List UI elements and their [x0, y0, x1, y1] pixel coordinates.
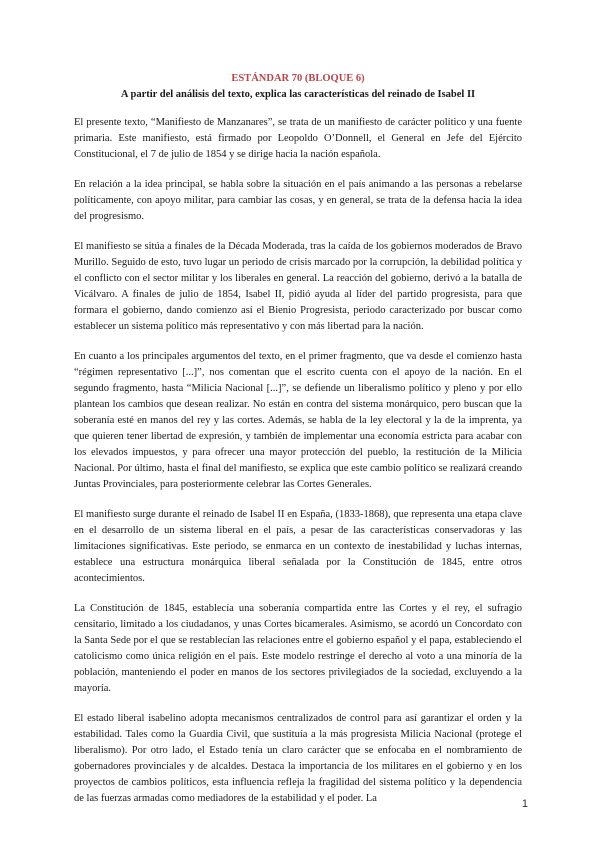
- paragraph-3: El manifiesto se sitúa a finales de la Década Moderada, tras la caída de los gobiernos moderados de Bravo Murillo. Seguido de esto, tuvo lugar un periodo de crisis marcado por la corrupción, la debilidad política y el conflicto con el sector militar y los liberales en general. La reacción del gobierno, derivó a la batalla de Vicálvaro. A finales de julio de 1854, Isabel II, pidió ayuda al líder del partido progresista, para que formara el gobierno, dando comienzo así el Bienio Progresista, periodo caracterizado por buscar como establecer un sistema político más representativo y con más libertad para la nación.: [74, 241, 522, 332]
- paragraph-4: En cuanto a los principales argumentos del texto, en el primer fragmento, que va desde el comienzo hasta “régimen representativo [...]”, nos comentan que el escrito cuenta con el apoyo de la nación. En el segundo fragmento, hasta “Milicia Nacional [...]”, se defiende un liberalismo político y pleno y por ello plantean los cambios que desean realizar. No están en contra del sistema monárquico, pero buscan que la soberanía esté en manos del rey y las cortes. Además, se habla de la ley electoral y la de la imprenta, ya que quieren tener libertad de expresión, y también de implementar una economía estricta para acabar con los elevados impuestos, y para ofrecer una mayor protección del pueblo, la restitución de la Milicia Nacional. Por último, hasta el final del manifiesto, se explica que este cambio político se realizará creando Juntas Provinciales, para posteriormente celebrar las Cortes Generales.: [74, 351, 522, 490]
- paragraph-5: El manifiesto surge durante el reinado de Isabel II en España, (1833-1868), que representa una etapa clave en el desarrollo de un sistema liberal en el país, a pesar de las características conservadoras y las limitaciones significativas. Este periodo, se enmarca en un contexto de inestabilidad y luchas internas, establece una estructura monárquica liberal señalada por la Constitución de 1845, entre otros acontecimientos.: [74, 509, 522, 584]
- paragraph-2: En relación a la idea principal, se habla sobre la situación en el país animando a las personas a rebelarse políticamente, con apoyo militar, para cambiar las cosas, y en general, se trata de la defensa hacia la idea del progresismo.: [74, 179, 522, 222]
- paragraph-6: La Constitución de 1845, establecía una soberanía compartida entre las Cortes y el rey, el sufragio censitario, limitado a los ciudadanos, y unas Cortes bicamerales. Asimismo, se acordó un Concordato con la Santa Sede por el que se restablecían las relaciones entre el gobierno español y el papa, estableciendo el catolicismo como única religión en el país. Este modelo restringe el derecho al voto a una minoría de la población, manteniendo el poder en manos de los sectores privilegiados de la sociedad, excluyendo a la mayoría.: [74, 603, 522, 694]
- paragraph-1: El presente texto, “Manifiesto de Manzanares”, se trata de un manifiesto de carácter político y una fuente primaria. Este manifiesto, está firmado por Leopoldo O’Donnell, el General en Jefe del Ejército Constitucional, el 7 de julio de 1854 y se dirige hacia la nación española.: [74, 117, 522, 160]
- standard-title: ESTÁNDAR 70 (BLOQUE 6): [231, 73, 365, 84]
- essay-question: A partir del análisis del texto, explica las características del reinado de Isabel II: [120, 89, 476, 100]
- paragraph-7: El estado liberal isabelino adopta mecanismos centralizados de control para así garantizar el orden y la estabilidad. Tales como la Guardia Civil, que sustituía a la más progresista Milicia Nacional (protege el liberalismo). Por otro lado, el Estado tenía un claro carácter que se enfocaba en el nombramiento de gobernadores provinciales y de alcaldes. Destaca la importancia de los militares en el gobierno y en los proyectos de cambios políticos, esta influencia refleja la fragilidad del sistema político y la dependencia de las fuerzas armadas como mediadores de la estabilidad y el poder. La: [74, 713, 522, 804]
- page-number: 1: [521, 798, 528, 810]
